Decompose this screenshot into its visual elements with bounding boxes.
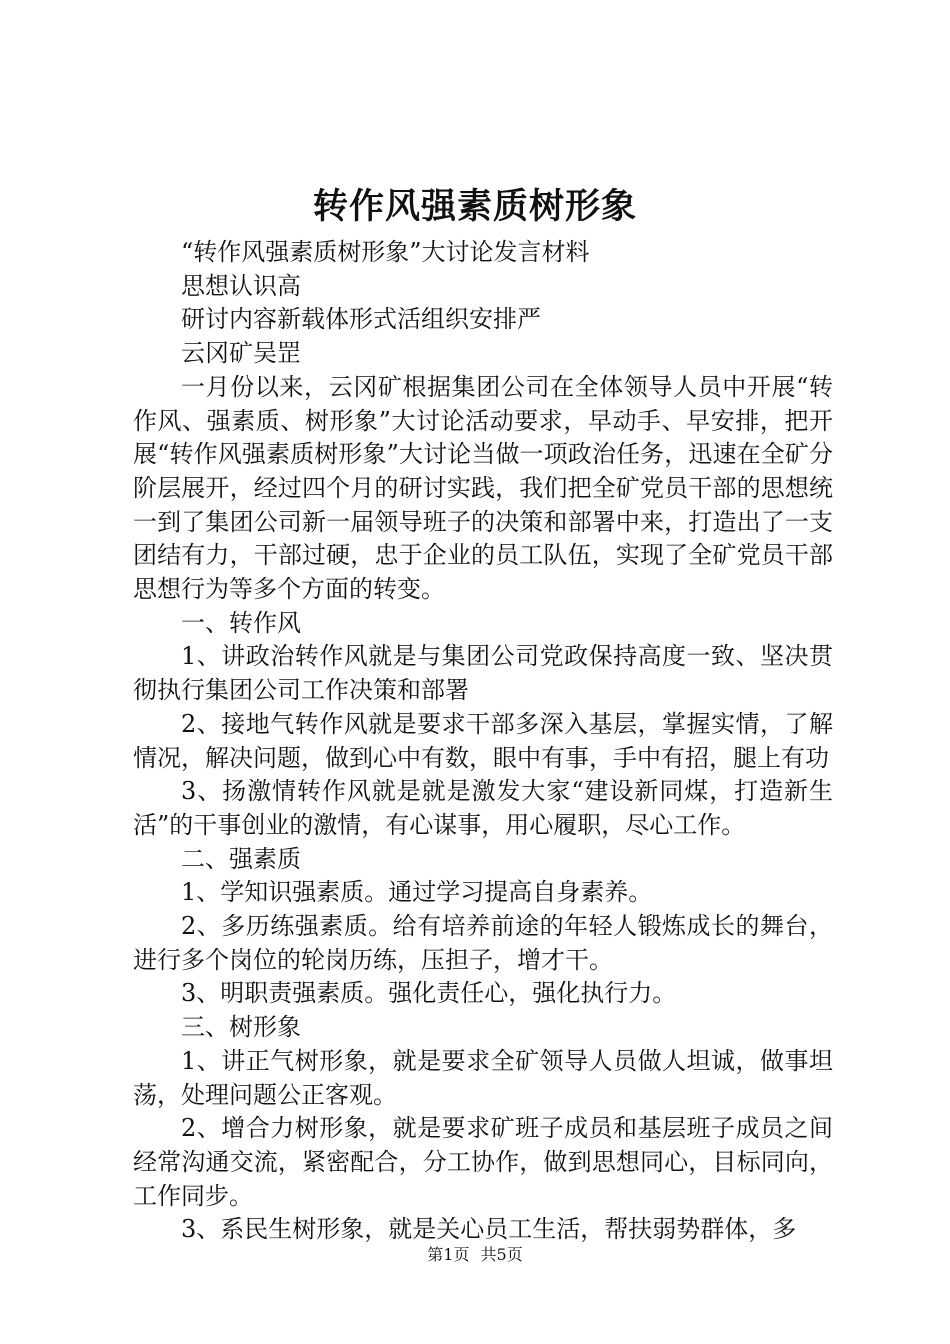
- page-total: 共5页: [480, 1245, 523, 1264]
- paragraph: 云冈矿吴罡: [181, 339, 301, 368]
- paragraph: 1、讲政治转作风就是与集团公司党政保持高度一致、坚决贯彻执行集团公司工作决策和部署: [133, 642, 833, 705]
- paragraph: 3、系民生树形象，就是关心员工生活，帮扶弱势群体，多: [181, 1215, 797, 1244]
- paragraph: 思想认识高: [181, 271, 301, 300]
- page-number: 第1页: [427, 1245, 470, 1264]
- document-body: [133, 236, 833, 1247]
- section-heading: 三、树形象: [181, 1013, 301, 1042]
- paragraph: 2、增合力树形象，就是要求矿班子成员和基层班子成员之间经常沟通交流，紧密配合，分工协作，做到思想同心，目标同向，工作同步。: [133, 1114, 833, 1210]
- paragraph: “转作风强素质树形象”大讨论发言材料: [181, 238, 590, 266]
- paragraph: 1、学知识强素质。通过学习提高自身素养。: [181, 878, 653, 907]
- paragraph: 2、接地气转作风就是要求干部多深入基层，掌握实情，了解情况，解决问题，做到心中有数，眼中有事，手中有招，腿上有功: [133, 709, 833, 772]
- paragraph: 3、明职责强素质。强化责任心，强化执行力。: [181, 979, 677, 1008]
- paragraph: 1、讲正气树形象，就是要求全矿领导人员做人坦诚，做事坦荡，处理问题公正客观。: [133, 1046, 833, 1109]
- section-heading: 一、转作风: [181, 608, 301, 637]
- paragraph: 2、多历练强素质。给有培养前途的年轻人锻炼成长的舞台，进行多个岗位的轮岗历练，压担子，增才干。: [133, 912, 833, 974]
- section-heading: 二、强素质: [181, 844, 301, 873]
- page-footer: [0, 1244, 950, 1266]
- paragraph: 研讨内容新载体形式活组织安排严: [181, 305, 541, 334]
- paragraph: 3、扬激情转作风就是就是激发大家“建设新同煤，打造新生活”的干事创业的激情，有心谋事，用心履职，尽心工作。: [133, 777, 833, 839]
- document-title: 转作风强素质树形象: [312, 187, 637, 227]
- paragraph: 一月份以来，云冈矿根据集团公司在全体领导人员中开展“转作风、强素质、树形象”大讨论活动要求，早动手、早安排，把开展“转作风强素质树形象”大讨论当做一项政治任务，迅速在全矿分阶层展开，经过四个月的研讨实践，我们把全矿党员干部的思想统一到了集团公司新一届领导班子的决策和部署中来，打造出了一支团结有力，干部过硬，忠于企业的员工队伍，实现了全矿党员干部思想行为等多个方面的转变。: [133, 372, 833, 604]
